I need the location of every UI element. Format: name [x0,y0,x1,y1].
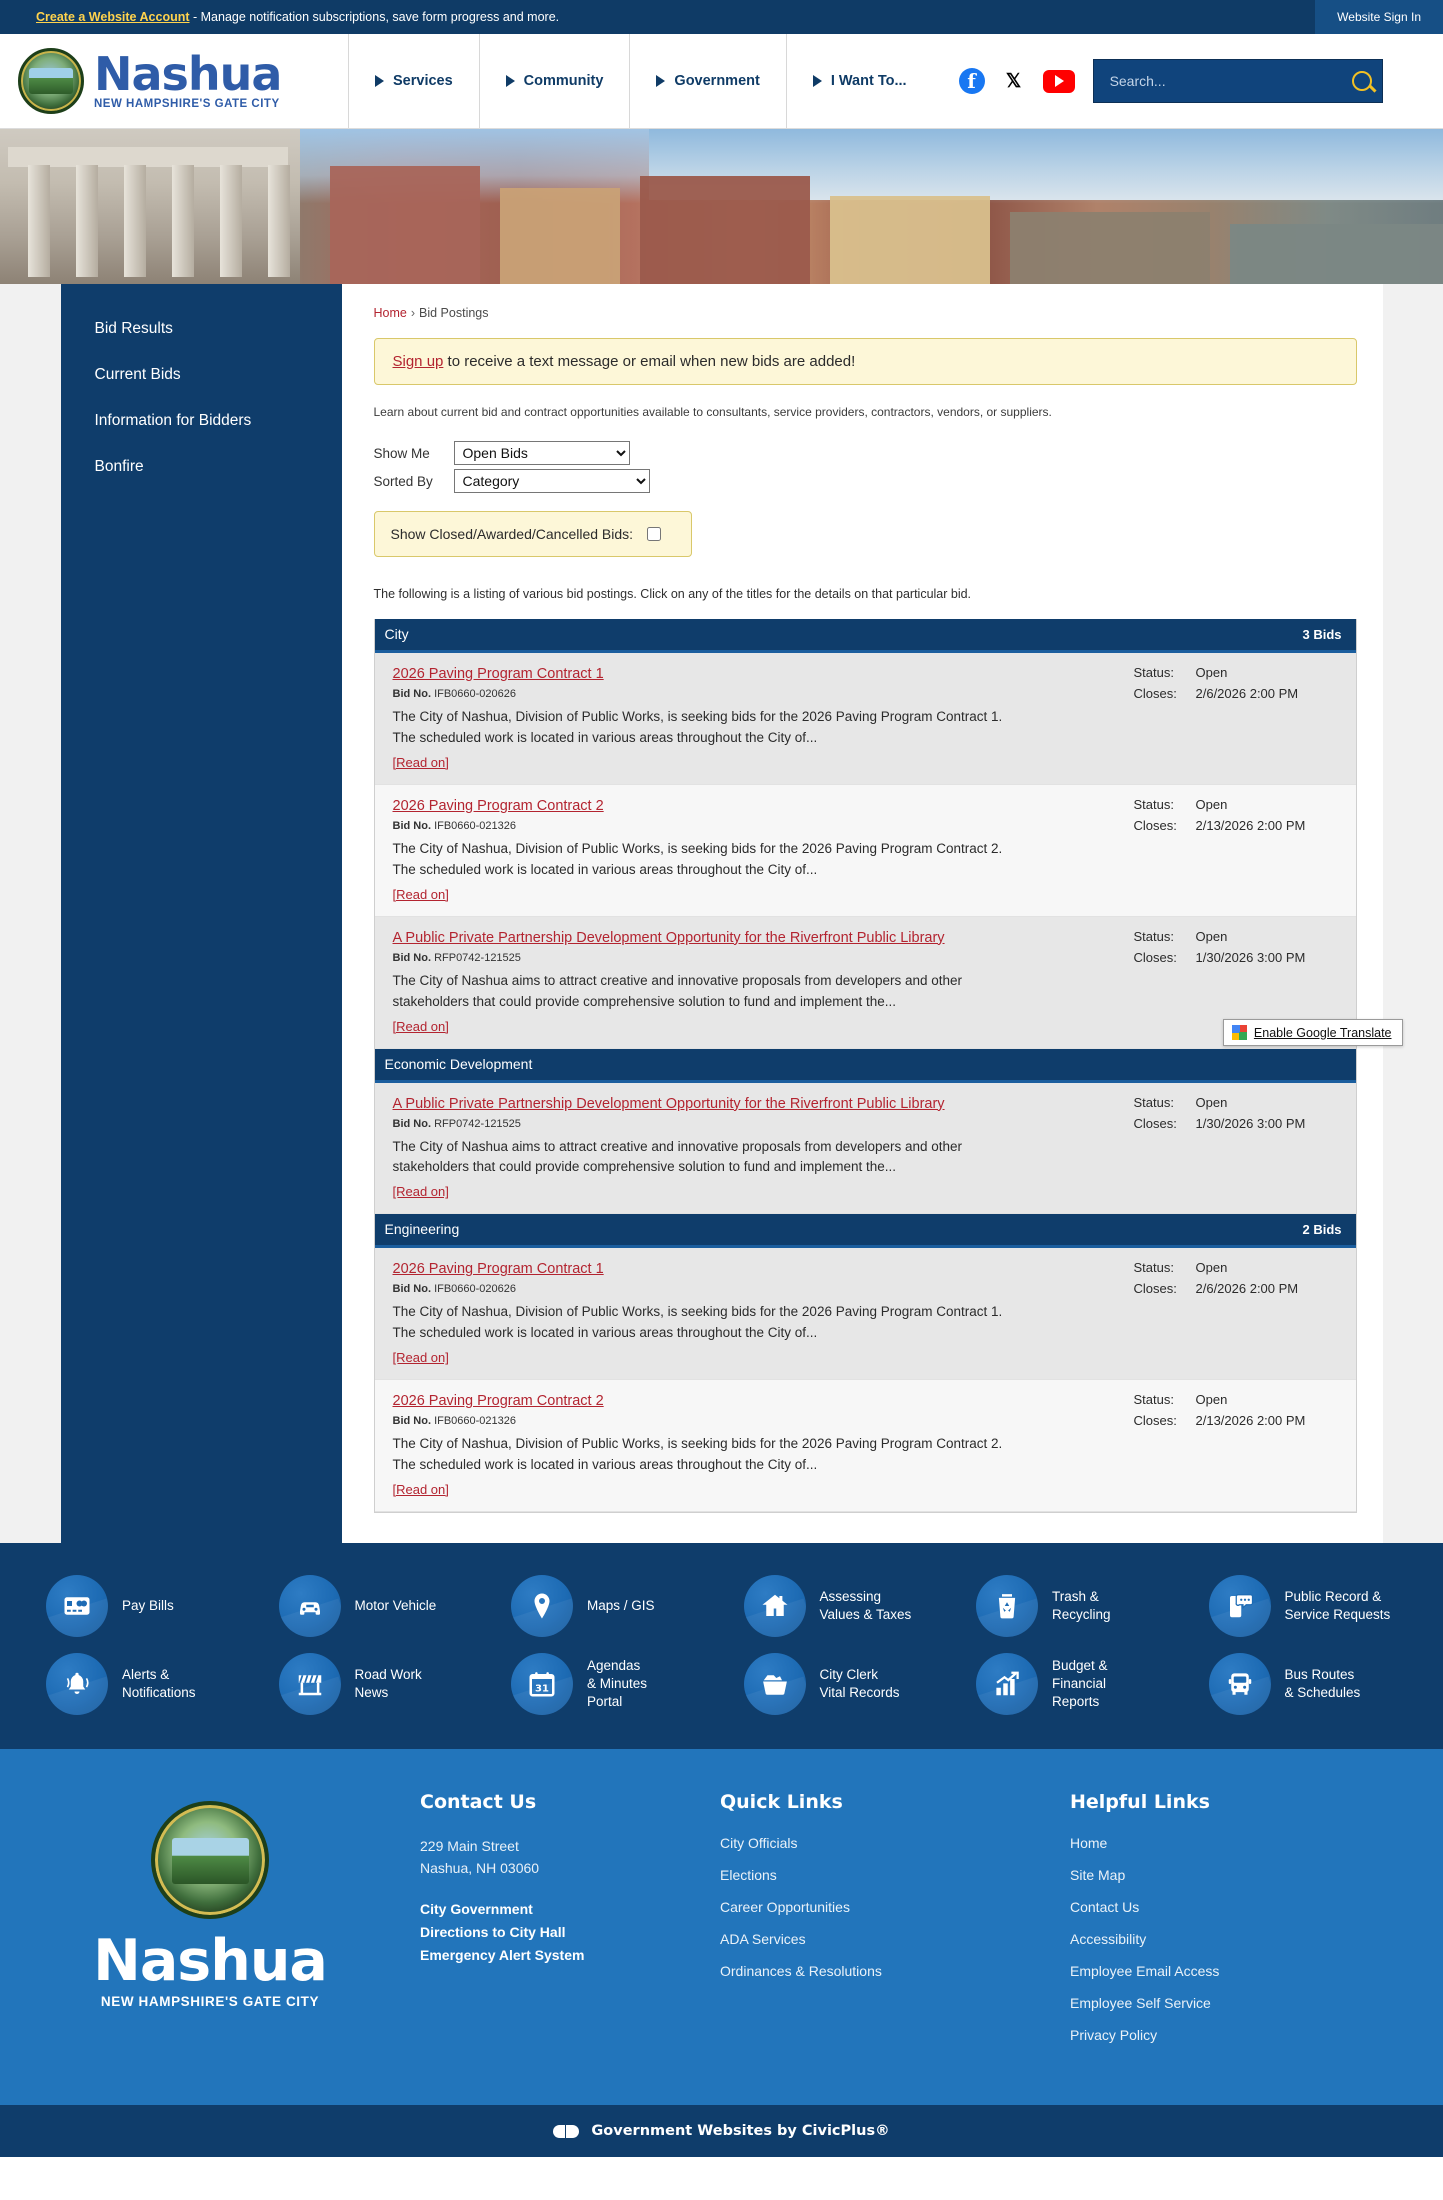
quicklink-label: Budget & Financial Reports [1052,1657,1108,1710]
bid-title-link[interactable]: A Public Private Partnership Development Opportunity for the Riverfront Public Library [392,1095,945,1112]
bid-description: The City of Nashua, Division of Public Works, is seeking bids for the 2026 Paving Program Contract 2. The scheduled work is located in various areas throughout the City of... [392,1436,1003,1473]
bid-title-link[interactable]: 2026 Paving Program Contract 2 [392,1393,604,1410]
bid-description: The City of Nashua, Division of Public Works, is seeking bids for the 2026 Paving Program Contract 2. The scheduled work is located in various areas throughout the City of... [392,840,1003,877]
quicklink-assessing-values-taxes[interactable] [722,1575,955,1637]
main-navigation [348,34,1443,128]
status-value: Open [1195,1094,1228,1110]
breadcrumb-current: Bid Postings [419,306,489,320]
quicklink-public-record-service-requests[interactable] [1187,1575,1420,1637]
footer-link-site-map[interactable]: Site Map [1070,1867,1126,1884]
bid-number [393,952,1118,964]
closes-label: Closes: [1133,1115,1177,1131]
quicklink-road-work-news[interactable] [257,1653,490,1715]
civicplus-bar [0,2105,1443,2157]
breadcrumb-separator: › [410,306,416,320]
closes-label: Closes: [1133,1281,1177,1297]
footer-quick-links-column [720,1791,1070,2059]
social-links [933,34,1093,128]
bid-meta [1134,1260,1342,1365]
create-account-text [36,10,559,24]
car-icon [279,1575,341,1637]
category-header-city [375,619,1356,653]
create-account-desc: - Manage notification subscriptions, save form progress and more. [189,10,560,24]
status-value: Open [1195,796,1228,812]
hero-building-roof [8,147,288,167]
category-name: City [384,626,409,642]
quicklink-agendas-minutes-portal[interactable] [489,1653,722,1715]
status-value: Open [1195,928,1228,944]
quicklink-label: Maps / GIS [587,1597,655,1613]
status-value: Open [1195,665,1228,680]
credit-card-icon [46,1575,108,1637]
status-value: Open [1195,1392,1228,1408]
footer-contact-heading: Contact Us [420,1791,537,1814]
trash-recycle-icon [976,1575,1038,1637]
bid-number-value: IFB0660-020626 [434,1283,517,1296]
bid-number-label: Bid No. [392,688,431,700]
table-row [375,653,1356,785]
house-icon [744,1575,806,1637]
closes-value: 2/13/2026 2:00 PM [1195,817,1306,833]
footer-helpful-links-heading: Helpful Links [1070,1791,1210,1814]
quicklink-budget-financial-reports[interactable] [954,1653,1187,1715]
quicklink-label: Public Record & Service Requests [1284,1588,1391,1623]
road-barrier-icon [279,1653,341,1715]
nav-item-government[interactable] [629,34,785,128]
category-name: Economic Development [384,1055,533,1072]
bid-number-value: RFP0742-121525 [434,1117,521,1130]
search-input[interactable] [1108,72,1352,90]
footer-link-career-opportunities[interactable]: Career Opportunities [720,1899,850,1916]
nav-label: Services [393,73,453,89]
enable-google-translate-label: Enable Google Translate [1253,1025,1392,1040]
read-on-link[interactable]: [Read on] [392,886,449,902]
sorted-by-row [374,469,1357,493]
city-seal-icon [18,48,84,114]
quicklink-label: Road Work News [354,1666,422,1701]
footer-link-emergency-alert-system[interactable]: Emergency Alert System [420,1947,585,1964]
footer-link-accessibility[interactable]: Accessibility [1070,1931,1147,1948]
bid-meta [1134,1095,1342,1200]
bid-number [393,688,1118,700]
bid-description: The City of Nashua, Division of Public Works, is seeking bids for the 2026 Paving Program Contract 1. The scheduled work is located in various areas throughout the City of... [392,1304,1003,1341]
signup-notice [374,338,1357,385]
table-row [375,1248,1356,1380]
quicklink-label: Assessing Values & Taxes [819,1588,912,1623]
quicklink-label: Trash & Recycling [1052,1588,1111,1623]
city-seal-icon [151,1801,269,1919]
svg-text:31: 31 [535,1683,549,1695]
bid-number-value: IFB0660-020626 [434,688,517,700]
nav-item-i-want-to[interactable] [786,34,933,128]
status-label: Status: [1133,928,1174,944]
page-body [0,284,1443,1543]
bid-meta [1134,797,1342,902]
hero-columns [28,165,290,277]
bid-main [393,1260,1134,1365]
category-bid-count: 2 Bids [1302,1221,1342,1237]
breadcrumb-home-link[interactable]: Home [373,306,407,320]
search-box[interactable] [1093,59,1383,103]
footer-link-privacy-policy[interactable]: Privacy Policy [1070,2027,1158,2044]
closes-value: 2/13/2026 2:00 PM [1195,1413,1306,1429]
show-closed-bids-checkbox[interactable] [647,527,661,541]
google-translate-icon [1232,1025,1247,1040]
quicklink-pay-bills[interactable] [24,1575,257,1637]
quick-links-grid [0,1543,1443,1749]
bid-meta [1134,1392,1342,1497]
sorted-by-select[interactable] [454,469,650,493]
show-me-label: Show Me [373,445,430,461]
hero-banner-image [0,129,1443,284]
table-row [375,785,1356,917]
footer-link-ada-services[interactable]: ADA Services [720,1931,806,1948]
status-label: Status: [1133,796,1174,812]
signup-notice-text: to receive a text message or email when new bids are added! [443,353,856,370]
footer-logo [0,1791,420,2059]
wordmark-city: Nashua [94,47,282,102]
read-on-link[interactable]: [Read on] [392,1350,449,1366]
phone-chat-icon [1209,1575,1271,1637]
table-row [375,1380,1356,1512]
footer-link-city-officials[interactable]: City Officials [720,1835,798,1852]
hero-building [830,196,990,284]
quicklink-label: Agendas & Minutes Portal [587,1657,648,1710]
bid-listings-table [374,619,1357,1513]
closes-label: Closes: [1133,949,1177,965]
status-label: Status: [1133,1094,1174,1110]
bid-main [393,929,1134,1034]
nav-label: I Want To... [830,73,907,89]
category-name: Engineering [384,1221,460,1238]
category-bid-count: 3 Bids [1302,626,1342,642]
bid-title-link[interactable]: A Public Private Partnership Development Opportunity for the Riverfront Public Library [392,929,945,946]
utility-bar [0,0,1443,34]
bid-title-link[interactable]: 2026 Paving Program Contract 1 [392,1261,604,1278]
sidebar-item-information-for-bidders[interactable]: Information for Bidders [94,412,252,429]
bid-title-link[interactable]: 2026 Paving Program Contract 1 [392,666,604,682]
footer-link-employee-self-service[interactable]: Employee Self Service [1070,1995,1211,2012]
sorted-by-label: Sorted By [373,473,433,489]
facebook-icon[interactable]: f [959,68,985,94]
sidebar-item-current-bids[interactable]: Current Bids [94,366,181,383]
youtube-icon[interactable] [1043,70,1075,93]
show-closed-bids-label: Show Closed/Awarded/Cancelled Bids: [390,526,634,542]
footer-link-directions-to-city-hall[interactable]: Directions to City Hall [420,1923,566,1940]
chevron-right-icon [375,75,384,87]
footer-link-contact-us[interactable]: Contact Us [1070,1899,1140,1916]
enable-google-translate-button[interactable] [1223,1019,1403,1046]
read-on-link[interactable]: [Read on] [392,1018,449,1034]
bid-number [393,820,1118,832]
bid-meta [1134,665,1342,770]
chevron-right-icon [656,75,665,87]
create-account-link[interactable]: Create a Website Account [36,10,190,24]
footer-link-city-government[interactable]: City Government [420,1900,533,1917]
map-pin-icon [511,1575,573,1637]
bid-meta [1134,929,1342,1034]
bid-number [393,1118,1118,1130]
bid-number-label: Bid No. [392,819,431,832]
civicplus-logo-icon [553,2124,579,2139]
footer-address-line-1: 229 Main Street [420,1838,519,1855]
nav-item-services[interactable] [348,34,479,128]
bid-title-link[interactable]: 2026 Paving Program Contract 2 [392,797,604,814]
closes-label: Closes: [1133,1413,1177,1429]
bid-number-label: Bid No. [392,1415,431,1428]
footer-wordmark-tagline: NEW HAMPSHIRE'S GATE CITY [100,1994,320,2010]
bid-number-label: Bid No. [392,1117,431,1130]
hero-building [1230,224,1443,284]
closes-label: Closes: [1133,686,1177,701]
read-on-link[interactable]: [Read on] [392,1184,449,1200]
breadcrumb [374,306,1357,320]
bid-number-value: IFB0660-021326 [434,1415,517,1428]
bid-description: The City of Nashua aims to attract creative and innovative proposals from developers and other stakeholders that could provide comprehensive solution to fund and implement the... [392,972,963,1009]
quicklink-bus-routes-schedules[interactable] [1187,1653,1420,1715]
bid-description: The City of Nashua, Division of Public Works, is seeking bids for the 2026 Paving Program Contract 1. The scheduled work is located in various areas throughout the City of... [392,709,1003,745]
bid-number-value: IFB0660-021326 [434,819,517,832]
bid-number [393,1283,1118,1295]
quicklink-alerts-notifications[interactable] [24,1653,257,1715]
chevron-right-icon [813,75,822,87]
website-sign-in-button[interactable]: Website Sign In [1315,0,1443,34]
quicklink-label: Motor Vehicle [354,1597,437,1613]
status-label: Status: [1133,1260,1174,1276]
closes-value: 1/30/2026 3:00 PM [1195,949,1306,965]
quicklink-motor-vehicle[interactable] [257,1575,490,1637]
closes-value: 2/6/2026 2:00 PM [1195,1281,1299,1297]
bus-icon [1209,1653,1271,1715]
closes-value: 2/6/2026 2:00 PM [1195,686,1299,701]
quicklink-city-clerk-vital-records[interactable] [722,1653,955,1715]
footer-address-line-2: Nashua, NH 03060 [420,1860,540,1877]
footer-quick-links-heading: Quick Links [720,1791,843,1814]
footer-helpful-links-column [1070,1791,1400,2059]
status-value: Open [1195,1260,1228,1276]
file-box-icon [744,1653,806,1715]
read-on-link[interactable]: [Read on] [392,754,449,770]
closes-label: Closes: [1133,817,1177,833]
quicklink-label: City Clerk Vital Records [819,1666,900,1701]
category-header-engineering [375,1214,1356,1248]
bid-main [393,797,1134,902]
closes-value: 1/30/2026 3:00 PM [1195,1115,1306,1131]
show-me-select[interactable] [454,441,630,465]
bell-icon [46,1653,108,1715]
sign-up-link[interactable]: Sign up [392,353,444,370]
listing-intro: The following is a listing of various bid postings. Click on any of the titles for the details on that particular bid. [373,587,972,601]
footer-link-home[interactable]: Home [1070,1835,1108,1852]
nav-label: Community [523,73,604,89]
footer-link-elections[interactable]: Elections [720,1867,777,1884]
bid-description: The City of Nashua aims to attract creative and innovative proposals from developers and other stakeholders that could provide comprehensive solution to fund and implement the... [392,1138,963,1175]
bid-main [393,665,1134,770]
show-closed-bids-box [374,511,692,557]
bid-main [393,1095,1134,1200]
hero-building [1010,212,1210,284]
hero-building [330,166,480,284]
quicklink-label: Alerts & Notifications [122,1666,196,1701]
quicklink-maps-gis[interactable] [489,1575,722,1637]
category-header-economic-development [375,1049,1356,1083]
show-me-row [374,441,1357,465]
wordmark [94,47,282,111]
table-row [375,917,1356,1049]
civicplus-label[interactable]: Government Websites by CivicPlus® [591,2123,890,2140]
bid-number-value: RFP0742-121525 [434,951,521,964]
site-header [0,34,1443,129]
chevron-right-icon [506,75,515,87]
read-on-link[interactable]: [Read on] [392,1482,449,1498]
table-row [375,1083,1356,1215]
bid-main [393,1392,1134,1497]
nav-item-community[interactable] [479,34,630,128]
hero-building [640,176,810,284]
section-sidebar [61,284,342,1543]
bid-number-label: Bid No. [392,951,431,964]
quicklink-trash-recycling[interactable] [954,1575,1187,1637]
search-icon[interactable] [1352,71,1372,91]
status-label: Status: [1133,1392,1174,1408]
site-footer [0,1749,1443,2105]
quicklink-label: Pay Bills [122,1597,174,1613]
sidebar-item-bonfire[interactable]: Bonfire [94,458,144,475]
sidebar-item-bid-results[interactable]: Bid Results [94,320,173,337]
chart-growth-icon [976,1653,1038,1715]
quicklink-label: Bus Routes & Schedules [1284,1666,1361,1701]
wordmark-tagline: NEW HAMPSHIRE'S GATE CITY [94,98,280,111]
nav-label: Government [674,73,760,89]
status-label: Status: [1133,665,1174,680]
bid-number [393,1415,1118,1427]
footer-link-ordinances-resolutions[interactable]: Ordinances & Resolutions [720,1963,882,1980]
calendar-icon [511,1653,573,1715]
site-logo[interactable] [0,34,348,128]
main-content [342,284,1392,1543]
filter-controls [374,441,1357,493]
footer-wordmark: Nashua [93,1928,327,1995]
lead-paragraph: Learn about current bid and contract opportunities available to consultants, service providers, contractors, vendors, or suppliers. [373,405,1052,419]
bid-number-label: Bid No. [392,1283,431,1296]
footer-contact-column [420,1791,720,2059]
footer-link-employee-email-access[interactable]: Employee Email Access [1070,1963,1220,1980]
x-twitter-icon[interactable]: 𝕏 [1001,68,1027,94]
hero-building [500,188,620,284]
